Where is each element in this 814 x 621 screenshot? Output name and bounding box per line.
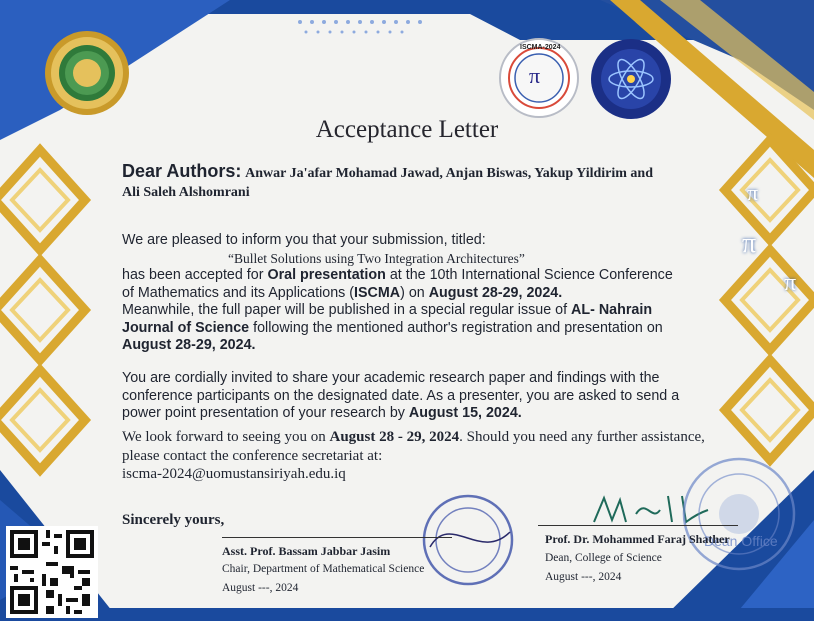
p1-date2: August 28-29, 2024. xyxy=(122,337,256,353)
left-signer-date: August ---, 2024 xyxy=(222,582,299,594)
authors-line-1: Anwar Ja'afar Mohamad Jawad, Anjan Biswas, Yakup Yildirim and xyxy=(245,166,654,181)
pi-decor-3: π xyxy=(784,270,797,296)
left-signature-line xyxy=(222,537,452,538)
pi-decor-1: π xyxy=(747,180,759,205)
iscma-badge-text: ISCMA-2024 xyxy=(520,44,561,51)
dear-label: Dear Authors: xyxy=(122,161,242,181)
p1-iscma: ISCMA xyxy=(354,284,401,301)
right-signer-name: Prof. Dr. Mohammed Faraj Shather xyxy=(545,532,730,546)
paragraph-contact xyxy=(122,428,722,484)
right-signer-date: August ---, 2024 xyxy=(545,571,622,583)
left-signer-role: Chair, Department of Mathematical Science xyxy=(222,563,425,575)
right-signature-line xyxy=(538,525,738,526)
p1-c: of Mathematics and its Applications ( xyxy=(122,284,355,301)
closing-line: Sincerely yours, xyxy=(122,512,225,528)
department-stamp xyxy=(420,492,516,588)
p1-f: following the mentioned author's registration and presentation on xyxy=(249,319,663,336)
p1-e: Meanwhile, the full paper will be published in a special regular issue of xyxy=(122,302,572,318)
secretariat-email[interactable]: iscma-2024@uomustansiriyah.edu.iq xyxy=(122,466,346,482)
p1-date: August 28-29, 2024. xyxy=(428,284,563,301)
letter-title: Acceptance Letter xyxy=(315,116,499,143)
university-seal-logo xyxy=(44,30,130,116)
p1-intro: We are pleased to inform you that your submission, titled: xyxy=(122,232,486,248)
dean-office-stamp-label: Dean Office xyxy=(704,533,778,549)
p1-journal-a: AL- Nahrain xyxy=(571,302,653,318)
right-signer-role: Dean, College of Science xyxy=(545,552,662,564)
p1-d: ) on xyxy=(400,284,429,301)
p3-a: We look forward to seeing you on xyxy=(122,429,330,445)
paragraph-invitation xyxy=(122,370,722,423)
college-of-science-logo xyxy=(590,38,672,120)
paper-title: “Bullet Solutions using Two Integration Architectures” xyxy=(228,250,525,266)
p1-b: at the 10th International Science Conference xyxy=(385,267,673,283)
p1-oral: Oral presentation xyxy=(267,267,386,283)
p1-journal-b: Journal of Science xyxy=(122,319,250,336)
dear-authors-block xyxy=(122,162,702,202)
p3-date: August 28 - 29, 2024 xyxy=(329,429,460,445)
authors-line-2: Ali Saleh Alshomrani xyxy=(122,185,250,200)
paragraph-acceptance xyxy=(122,232,722,355)
left-signer-name: Asst. Prof. Bassam Jabbar Jasim xyxy=(222,544,391,558)
p3-b: . Should you need any further assistance, please contact the conference secretariat at: xyxy=(122,429,705,464)
qr-code[interactable] xyxy=(6,526,98,618)
p2-date: August 15, 2024. xyxy=(408,405,522,421)
dean-office-stamp xyxy=(680,455,798,573)
pi-decor-2: π xyxy=(742,228,757,259)
p1-a: has been accepted for xyxy=(122,267,268,283)
p2-a: You are cordially invited to share your academic research paper and findings with the conference participants on the designated date. As a presenter, you are asked to send a power point presentation of your research by xyxy=(122,370,680,421)
iscma-pi-glyph: π xyxy=(529,63,541,88)
